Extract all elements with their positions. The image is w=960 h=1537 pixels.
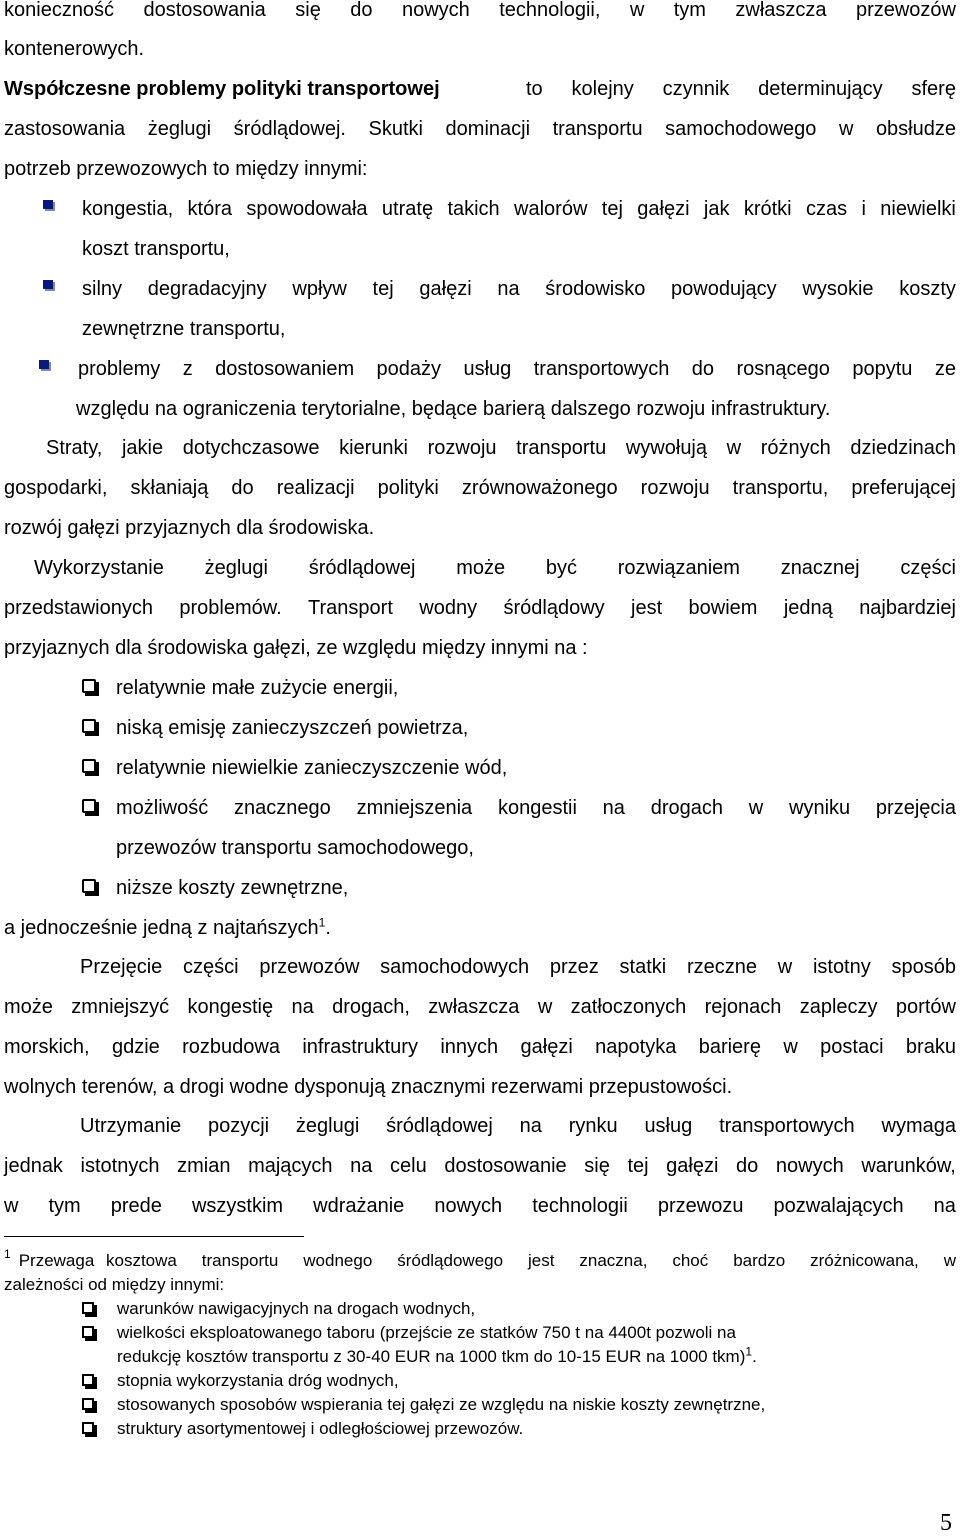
word: barierę bbox=[698, 1036, 761, 1058]
footnote-item: wielkości eksploatowanego taboru (przejście ze statków 750 t na 4400t pozwoli na bbox=[117, 1323, 736, 1342]
footnote-line: zależności od między innymi: bbox=[4, 1275, 225, 1294]
text-span: . bbox=[325, 917, 331, 939]
word: kolejny bbox=[571, 78, 634, 100]
word: celu bbox=[390, 1155, 427, 1177]
checkbox-bullet-icon bbox=[82, 719, 96, 733]
word: Przewaga bbox=[18, 1251, 95, 1270]
word: choć bbox=[672, 1251, 709, 1270]
word: części bbox=[900, 557, 956, 579]
word: wymaga bbox=[881, 1115, 956, 1137]
text-line: przewozów transportu samochodowego, bbox=[116, 837, 474, 859]
word: w bbox=[629, 0, 645, 21]
word: drogach, bbox=[332, 996, 410, 1018]
text-span: . bbox=[752, 1347, 757, 1366]
word: możliwość bbox=[116, 797, 209, 819]
justified-line bbox=[80, 1106, 956, 1146]
footnote-item: stopnia wykorzystania dróg wodnych, bbox=[117, 1371, 399, 1390]
word: części bbox=[183, 956, 239, 978]
justified-line bbox=[80, 947, 956, 987]
word: z bbox=[182, 358, 193, 380]
word: śródlądowej. bbox=[233, 118, 346, 140]
word: w bbox=[4, 1195, 19, 1217]
word: rozbudowa bbox=[182, 1036, 280, 1058]
word: problemy bbox=[78, 358, 161, 380]
word: na bbox=[519, 1115, 542, 1137]
word: realizacji bbox=[276, 477, 355, 499]
word: na bbox=[291, 996, 314, 1018]
word: spowodowała bbox=[246, 198, 368, 220]
word: sferę bbox=[911, 78, 956, 100]
word: na bbox=[933, 1195, 956, 1217]
word: czynnik bbox=[662, 78, 730, 100]
word: zwłaszcza bbox=[735, 0, 827, 21]
word: na bbox=[497, 278, 520, 300]
text-line: relatywnie niewielkie zanieczyszczenie wód, bbox=[116, 757, 508, 779]
word: dominacji bbox=[445, 118, 531, 140]
word: pozycji bbox=[207, 1115, 270, 1137]
word: jak bbox=[703, 198, 730, 220]
word: środowisko bbox=[545, 278, 646, 300]
word: czas bbox=[805, 198, 848, 220]
footnote-reference: 1 bbox=[745, 1344, 753, 1359]
word: zrównoważonego bbox=[461, 477, 618, 499]
word: problemów. bbox=[179, 597, 282, 619]
word-group bbox=[106, 1249, 956, 1273]
word: napotyka bbox=[595, 1036, 677, 1058]
word: istotnych bbox=[80, 1155, 160, 1177]
word: takich bbox=[447, 198, 500, 220]
text-line: zewnętrzne transportu, bbox=[82, 318, 286, 340]
text-span: a jednocześnie jedną z najtańszych bbox=[4, 917, 319, 939]
word: gospodarki, bbox=[4, 477, 108, 499]
word: samochodowych bbox=[380, 956, 530, 978]
word: wszystkim bbox=[191, 1195, 284, 1217]
square-bullet-icon bbox=[43, 200, 53, 209]
word: jakie bbox=[121, 437, 164, 459]
justified-line bbox=[78, 349, 956, 389]
word: nowych bbox=[775, 1155, 844, 1177]
word: gdzie bbox=[111, 1036, 160, 1058]
word: wdrażanie bbox=[313, 1195, 405, 1217]
word: tej bbox=[372, 278, 394, 300]
word: w bbox=[943, 1251, 956, 1270]
checkbox-bullet-icon bbox=[82, 1326, 94, 1338]
word: portów bbox=[895, 996, 956, 1018]
word: zróżnicowana, bbox=[810, 1251, 919, 1270]
word: dostosowaniem bbox=[215, 358, 355, 380]
checkbox-bullet-icon bbox=[82, 1302, 94, 1314]
justified-line bbox=[4, 588, 956, 628]
word: zatłoczonych bbox=[570, 996, 687, 1018]
text-line: niską emisję zanieczyszczeń powietrza, bbox=[116, 717, 469, 739]
justified-line bbox=[82, 269, 956, 309]
word: rynku bbox=[568, 1115, 618, 1137]
word: gałęzi bbox=[419, 278, 472, 300]
word: utratę bbox=[381, 198, 434, 220]
square-bullet-icon bbox=[43, 280, 53, 289]
word: krótki bbox=[743, 198, 792, 220]
word: rozwiązaniem bbox=[617, 557, 740, 579]
word: bardzo bbox=[733, 1251, 786, 1270]
word: to bbox=[526, 78, 543, 100]
word: koszty bbox=[899, 278, 956, 300]
word: się bbox=[584, 1155, 610, 1177]
word: transportu bbox=[552, 118, 643, 140]
checkbox-bullet-icon bbox=[82, 1398, 94, 1410]
word: sposób bbox=[891, 956, 956, 978]
square-bullet-icon bbox=[39, 360, 49, 369]
word: do bbox=[231, 477, 254, 499]
footnote-item: warunków nawigacyjnych na drogach wodnych, bbox=[117, 1299, 476, 1318]
word: do bbox=[350, 0, 373, 21]
word: preferującej bbox=[851, 477, 956, 499]
word: nowych bbox=[434, 1195, 503, 1217]
word: śródlądowego bbox=[397, 1251, 504, 1270]
word: tej bbox=[627, 1155, 649, 1177]
word: wpływ bbox=[292, 278, 347, 300]
word: żeglugi bbox=[295, 1115, 360, 1137]
text-line bbox=[4, 908, 331, 948]
word: przewozów bbox=[855, 0, 956, 21]
checkbox-bullet-icon bbox=[82, 879, 96, 893]
justified-line bbox=[34, 548, 956, 588]
text-line: niższe koszty zewnętrzne, bbox=[116, 877, 349, 899]
word: technologii, bbox=[499, 0, 601, 21]
word: drogach bbox=[650, 797, 723, 819]
footnote-mark: 1 bbox=[4, 1247, 11, 1261]
text-span: redukcję kosztów transportu z 30-40 EUR na 1000 tkm do 10-15 EUR na 1000 tkm) bbox=[117, 1347, 746, 1366]
justified-line bbox=[82, 189, 956, 229]
text-line: koszt transportu, bbox=[82, 238, 230, 260]
word: gałęzi bbox=[666, 1155, 719, 1177]
word: determinujący bbox=[758, 78, 883, 100]
word: innych bbox=[440, 1036, 499, 1058]
word: śródlądowej bbox=[308, 557, 416, 579]
checkbox-bullet-icon bbox=[82, 759, 96, 773]
word: i bbox=[861, 198, 866, 220]
text-line: względu na ograniczenia terytorialne, będące barierą dalszego rozwoju infrastruktury. bbox=[76, 398, 831, 420]
word: do bbox=[736, 1155, 759, 1177]
word: najbardziej bbox=[859, 597, 956, 619]
word: Wykorzystanie bbox=[34, 557, 164, 579]
word: dziedzinach bbox=[850, 437, 956, 459]
justified-line bbox=[4, 1146, 956, 1186]
word: ze bbox=[934, 358, 956, 380]
word: niewielki bbox=[880, 198, 956, 220]
word: nowych bbox=[401, 0, 470, 21]
word: może bbox=[456, 557, 506, 579]
footnote-start bbox=[4, 1249, 94, 1273]
word: jednak bbox=[4, 1155, 63, 1177]
word: popytu bbox=[852, 358, 913, 380]
word: walorów bbox=[514, 198, 588, 220]
word: żeglugi bbox=[147, 118, 212, 140]
word: usług bbox=[644, 1115, 693, 1137]
text-line: kontenerowych. bbox=[4, 38, 145, 60]
word: śródlądowej bbox=[386, 1115, 493, 1137]
word: kierunki bbox=[339, 437, 408, 459]
word: przewozu bbox=[657, 1195, 744, 1217]
footnote-item: stosowanych sposobów wspierania tej gałęzi ze względu na niskie koszty zewnętrzne, bbox=[117, 1395, 766, 1414]
word: degradacyjny bbox=[147, 278, 267, 300]
word: w bbox=[537, 996, 553, 1018]
word: infrastruktury bbox=[302, 1036, 418, 1058]
word: zmniejszyć bbox=[71, 996, 170, 1018]
justified-line bbox=[4, 69, 956, 109]
word: Przejęcie bbox=[80, 956, 163, 978]
word: wodnego bbox=[303, 1251, 373, 1270]
word: dotychczasowe bbox=[182, 437, 320, 459]
justified-line bbox=[116, 788, 956, 828]
word: wodny bbox=[419, 597, 478, 619]
word: technologii bbox=[532, 1195, 628, 1217]
word: zapleczy bbox=[799, 996, 878, 1018]
word: znacznej bbox=[780, 557, 860, 579]
word: rozwoju bbox=[427, 437, 497, 459]
word: przejęcia bbox=[875, 797, 956, 819]
text-line: przyjaznych dla środowiska gałęzi, ze względu między innymi na : bbox=[4, 637, 588, 659]
word: kosztowa bbox=[106, 1251, 177, 1270]
footnote-item bbox=[117, 1345, 757, 1369]
word: skłaniają bbox=[130, 477, 209, 499]
word: obsłudze bbox=[875, 118, 956, 140]
word: w bbox=[777, 956, 793, 978]
justified-line bbox=[4, 468, 956, 508]
word: może bbox=[4, 996, 53, 1018]
word: dostosowanie bbox=[444, 1155, 567, 1177]
word: przewozów bbox=[259, 956, 360, 978]
text-line: potrzeb przewozowych to między innymi: bbox=[4, 158, 368, 180]
word: statki bbox=[619, 956, 667, 978]
checkbox-bullet-icon bbox=[82, 679, 96, 693]
justified-line bbox=[46, 428, 956, 468]
page-number: 5 bbox=[940, 1510, 952, 1536]
footnote-item: struktury asortymentowej i odległościowej przewozów. bbox=[117, 1419, 524, 1438]
word: Utrzymanie bbox=[80, 1115, 182, 1137]
word: powodujący bbox=[671, 278, 777, 300]
word: transportu, bbox=[732, 477, 829, 499]
word: pozwalających bbox=[773, 1195, 904, 1217]
word: na bbox=[602, 797, 625, 819]
word: zwłaszcza bbox=[428, 996, 520, 1018]
word: wyniku bbox=[789, 797, 851, 819]
word: istotny bbox=[812, 956, 871, 978]
checkbox-bullet-icon bbox=[82, 799, 96, 813]
word: postaci bbox=[820, 1036, 884, 1058]
word: zastosowania bbox=[4, 118, 126, 140]
checkbox-bullet-icon bbox=[82, 1422, 94, 1434]
word: polityki bbox=[377, 477, 439, 499]
word: usług bbox=[463, 358, 512, 380]
word: Skutki bbox=[368, 118, 423, 140]
word: różnych bbox=[760, 437, 831, 459]
word: bowiem bbox=[688, 597, 758, 619]
word: zmian bbox=[177, 1155, 231, 1177]
word: kongestia, bbox=[82, 198, 174, 220]
word: Straty, bbox=[46, 437, 103, 459]
word: śródlądowy bbox=[503, 597, 605, 619]
checkbox-bullet-icon bbox=[82, 1374, 94, 1386]
word: transportu bbox=[516, 437, 607, 459]
bold-heading-text: Współczesne problemy polityki transportowej bbox=[4, 78, 440, 100]
text-line: relatywnie małe zużycie energii, bbox=[116, 677, 399, 699]
word: być bbox=[545, 557, 577, 579]
word: warunków, bbox=[861, 1155, 956, 1177]
word: przedstawionych bbox=[4, 597, 153, 619]
word: zmniejszenia bbox=[356, 797, 473, 819]
word: morskich, bbox=[4, 1036, 90, 1058]
word: kongestię bbox=[187, 996, 274, 1018]
footnote-separator bbox=[4, 1236, 304, 1237]
word: się bbox=[295, 0, 321, 21]
word: rejonach bbox=[704, 996, 782, 1018]
word: kongestii bbox=[497, 797, 577, 819]
word: tym bbox=[673, 0, 706, 21]
word: żeglugi bbox=[204, 557, 268, 579]
word: prede bbox=[110, 1195, 162, 1217]
word: braku bbox=[905, 1036, 956, 1058]
word: Transport bbox=[308, 597, 393, 619]
word: w bbox=[838, 118, 854, 140]
word: jedną bbox=[783, 597, 833, 619]
word: transportowych bbox=[719, 1115, 855, 1137]
word: podaży bbox=[376, 358, 442, 380]
justified-line bbox=[4, 1027, 956, 1067]
word: gałęzi bbox=[520, 1036, 573, 1058]
word: w bbox=[726, 437, 742, 459]
word: w bbox=[783, 1036, 798, 1058]
word: silny bbox=[82, 278, 123, 300]
text-line: rozwój gałęzi przyjaznych dla środowiska. bbox=[4, 517, 375, 539]
word: rosnącego bbox=[736, 358, 830, 380]
word: na bbox=[350, 1155, 373, 1177]
word: dostosowania bbox=[143, 0, 266, 21]
word-group bbox=[526, 69, 956, 109]
word: w bbox=[748, 797, 764, 819]
word: rozwoju bbox=[640, 477, 710, 499]
word: wywołują bbox=[625, 437, 708, 459]
word: gałęzi bbox=[637, 198, 690, 220]
word: przez bbox=[549, 956, 599, 978]
word: jest bbox=[631, 597, 663, 619]
word: transportu bbox=[201, 1251, 279, 1270]
text-line: wolnych terenów, a drogi wodne dysponują znacznymi rezerwami przepustowości. bbox=[4, 1076, 733, 1098]
word: transportowych bbox=[533, 358, 670, 380]
footnote-reference: 1 bbox=[318, 915, 326, 930]
word: tej bbox=[601, 198, 623, 220]
word: która bbox=[187, 198, 232, 220]
word: mających bbox=[248, 1155, 333, 1177]
word: rzeczne bbox=[686, 956, 757, 978]
word: jest bbox=[527, 1251, 555, 1270]
word: samochodowego bbox=[665, 118, 817, 140]
word: znacznego bbox=[234, 797, 331, 819]
word: wysokie bbox=[802, 278, 874, 300]
justified-line bbox=[4, 1186, 956, 1226]
justified-line bbox=[4, 987, 956, 1027]
word: konieczność bbox=[4, 0, 115, 21]
footnote-line bbox=[4, 1249, 956, 1273]
justified-line bbox=[4, 109, 956, 149]
word: do bbox=[691, 358, 715, 380]
justified-line bbox=[4, 0, 956, 30]
word: znaczna, bbox=[579, 1251, 648, 1270]
word: tym bbox=[48, 1195, 81, 1217]
